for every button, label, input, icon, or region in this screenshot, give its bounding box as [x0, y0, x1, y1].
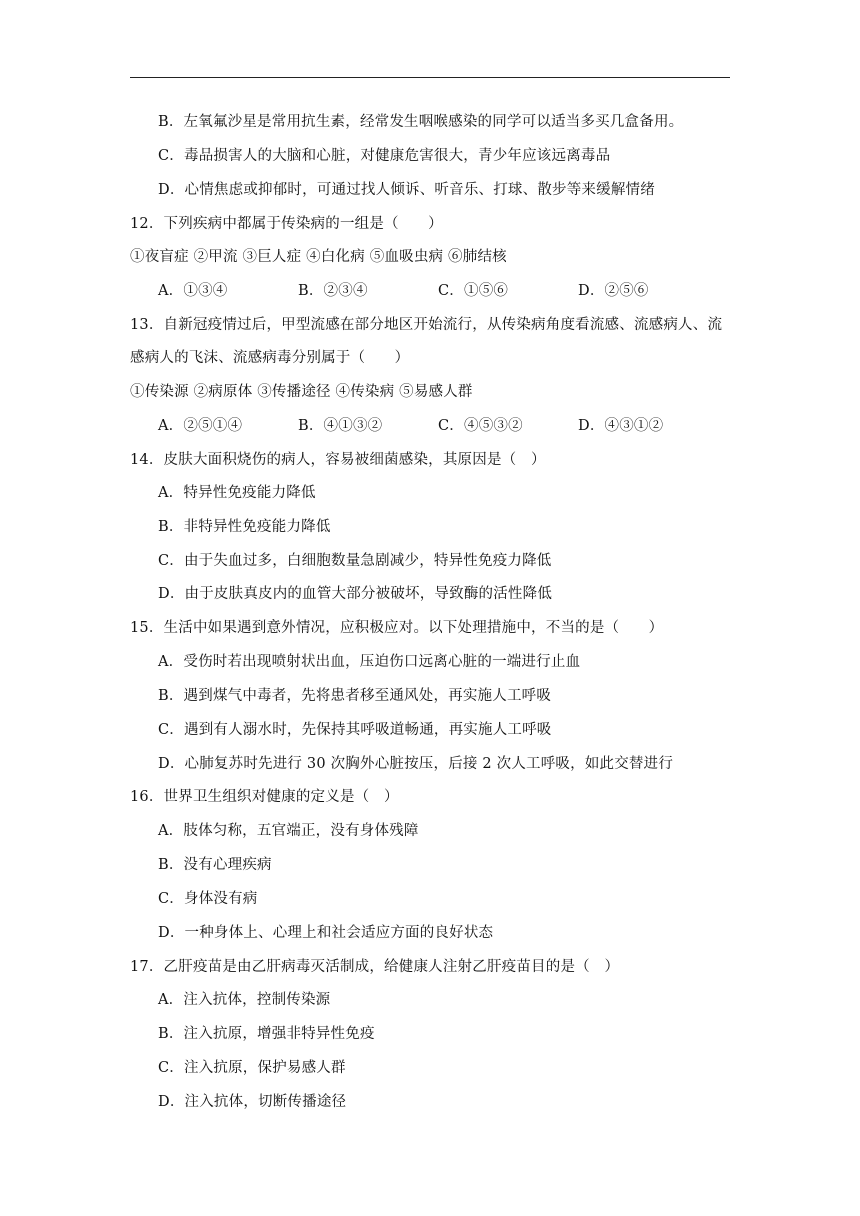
q14-option-c: C．由于失血过多，白细胞数量急剧减少，特异性免疫力降低 — [158, 553, 552, 569]
q14-option-a: A．特异性免疫能力降低 — [158, 485, 316, 501]
q12-options — [158, 281, 718, 301]
q15-option-a: A．受伤时若出现喷射状出血，压迫伤口远离心脏的一端进行止血 — [158, 654, 581, 670]
q13-stem-line1: 13．自新冠疫情过后，甲型流感在部分地区开始流行，从传染病角度看流感、流感病人、流 — [130, 317, 723, 333]
q12-option-d: D．②⑤⑥ — [578, 283, 649, 299]
q13-options — [158, 416, 718, 436]
q11-option-c: C．毒品损害人的大脑和心脏，对健康危害很大，青少年应该远离毒品 — [158, 148, 611, 164]
q13-option-b: B．④①③② — [298, 418, 383, 434]
q16-option-d: D．一种身体上、心理上和社会适应方面的良好状态 — [158, 925, 494, 941]
q14-stem: 14．皮肤大面积烧伤的病人，容易被细菌感染，其原因是（ ） — [130, 452, 546, 468]
q16-option-a: A．肢体匀称，五官端正，没有身体残障 — [158, 823, 419, 839]
q15-stem: 15．生活中如果遇到意外情况，应积极应对。以下处理措施中，不当的是（ ） — [130, 620, 664, 636]
q17-option-c: C．注入抗原，保护易感人群 — [158, 1060, 346, 1076]
q13-stem-line2: 感病人的飞沫、流感病毒分别属于（ ） — [130, 350, 410, 366]
q12-item-list: ①夜盲症 ②甲流 ③巨人症 ④白化病 ⑤血吸虫病 ⑥肺结核 — [130, 249, 507, 265]
q17-option-b: B．注入抗原，增强非特异性免疫 — [158, 1026, 375, 1042]
q17-option-d: D．注入抗体，切断传播途径 — [158, 1094, 347, 1110]
header-rule — [130, 77, 730, 78]
q16-stem: 16．世界卫生组织对健康的定义是（ ） — [130, 789, 399, 805]
q16-option-c: C．身体没有病 — [158, 891, 258, 907]
q12-option-b: B．②③④ — [298, 283, 368, 299]
q15-option-c: C．遇到有人溺水时，先保持其呼吸道畅通，再实施人工呼吸 — [158, 722, 552, 738]
q17-option-a: A．注入抗体，控制传染源 — [158, 992, 331, 1008]
q13-option-a: A．②⑤①④ — [158, 418, 243, 434]
q13-item-list: ①传染源 ②病原体 ③传播途径 ④传染病 ⑤易感人群 — [130, 384, 473, 400]
q15-option-d: D．心肺复苏时先进行 30 次胸外心脏按压，后接 2 次人工呼吸，如此交替进行 — [158, 756, 674, 772]
q16-option-b: B．没有心理疾病 — [158, 857, 272, 873]
q14-option-b: B．非特异性免疫能力降低 — [158, 519, 331, 535]
q11-option-d: D．心情焦虑或抑郁时，可通过找人倾诉、听音乐、打球、散步等来缓解情绪 — [158, 182, 655, 198]
q15-option-b: B．遇到煤气中毒者，先将患者移至通风处，再实施人工呼吸 — [158, 688, 552, 704]
q12-option-a: A．①③④ — [158, 283, 228, 299]
q12-option-c: C．①⑤⑥ — [438, 283, 509, 299]
q13-option-d: D．④③①② — [578, 418, 664, 434]
q12-stem: 12．下列疾病中都属于传染病的一组是（ ） — [130, 216, 443, 232]
q14-option-d: D．由于皮肤真皮内的血管大部分被破坏，导致酶的活性降低 — [158, 586, 553, 602]
q13-option-c: C．④⑤③② — [438, 418, 523, 434]
q11-option-b: B．左氧氟沙星是常用抗生素，经常发生咽喉感染的同学可以适当多买几盒备用。 — [158, 114, 684, 130]
q17-stem: 17．乙肝疫苗是由乙肝病毒灭活制成，给健康人注射乙肝疫苗目的是（ ） — [130, 959, 620, 975]
